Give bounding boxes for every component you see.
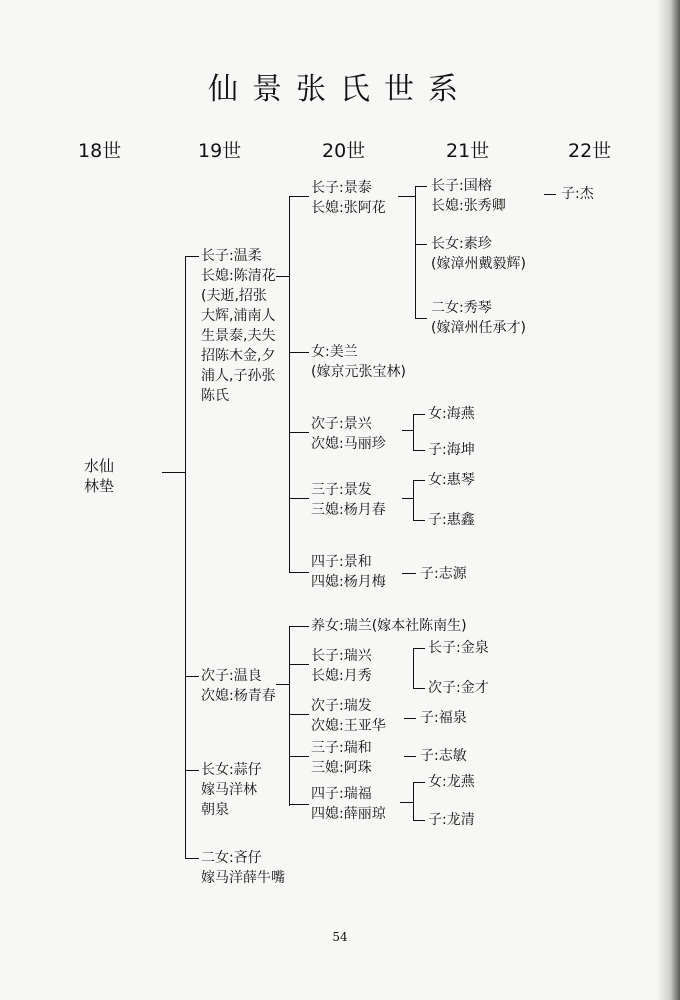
g21-zhimin: 子:志敏 <box>420 748 467 764</box>
g21-suzhen: 长女:素珍 (嫁漳州戴毅辉) <box>431 236 526 272</box>
g19-son2-wenliang: 次子:温良 次媳:杨青春 <box>201 668 276 704</box>
g21-fuquan: 子:福泉 <box>420 710 467 726</box>
g20-jingfa: 三子:景发 三媳:杨月春 <box>311 482 386 518</box>
page-number: 54 <box>332 930 348 944</box>
g21-longyan: 女:龙燕 <box>428 774 475 790</box>
g21-zhiyuan: 子:志源 <box>420 566 467 582</box>
g19-son1-wenrou: 长子:温柔 长媳:陈清花 (夫逝,招张 大辉,浦南人 生景泰,夫失 招陈木金,夕 浦人,子孙张 陈氏 <box>201 248 276 404</box>
g20-meilan: 女:美兰 (嫁京元张宝林) <box>311 344 406 380</box>
g20-ruihe: 三子:瑞和 三媳:阿珠 <box>311 740 372 776</box>
ancestor-shuixian: 水仙 林垫 <box>84 457 115 495</box>
g21-guorong: 长子:国榕 长媳:张秀卿 <box>431 178 506 214</box>
g20-jingxing: 次子:景兴 次媳:马丽珍 <box>311 416 386 452</box>
gen-19-header: 19世 <box>198 140 242 162</box>
g19-dau2-linzai: 二女:吝仔 嫁马洋薛牛嘴 <box>201 850 285 886</box>
g20-ruixing: 长子:瑞兴 长媳:月秀 <box>311 648 372 684</box>
g21-huixin: 子:惠鑫 <box>428 512 475 528</box>
page-edge <box>658 0 680 1000</box>
g21-jinquan: 长子:金泉 <box>428 640 489 656</box>
g20-ruifu: 四子:瑞福 四媳:薛丽琼 <box>311 786 386 822</box>
g21-xiuqin: 二女:秀琴 (嫁漳州任承才) <box>431 300 526 336</box>
g22-jie: 子:杰 <box>561 186 594 202</box>
gen-20-header: 20世 <box>322 140 366 162</box>
g21-huiqin: 女:惠琴 <box>428 472 475 488</box>
g20-ruilan: 养女:瑞兰(嫁本社陈南生) <box>311 618 467 634</box>
g21-jincai: 次子:金才 <box>428 680 489 696</box>
gen-22-header: 22世 <box>568 140 612 162</box>
g20-jingtai: 长子:景泰 长媳:张阿花 <box>311 180 386 216</box>
g19-dau1-suanzai: 长女:蒜仔 嫁马洋林 朝泉 <box>201 762 262 818</box>
g21-haikun: 子:海坤 <box>428 442 475 458</box>
gen-21-header: 21世 <box>446 140 490 162</box>
g21-longqing: 子:龙清 <box>428 812 475 828</box>
g21-haiyan: 女:海燕 <box>428 406 475 422</box>
page-title: 仙景张氏世系 <box>208 72 472 107</box>
g20-jinghe: 四子:景和 四媳:杨月梅 <box>311 554 386 590</box>
gen-18-header: 18世 <box>78 140 122 162</box>
g20-ruifa: 次子:瑞发 次媳:王亚华 <box>311 698 386 734</box>
